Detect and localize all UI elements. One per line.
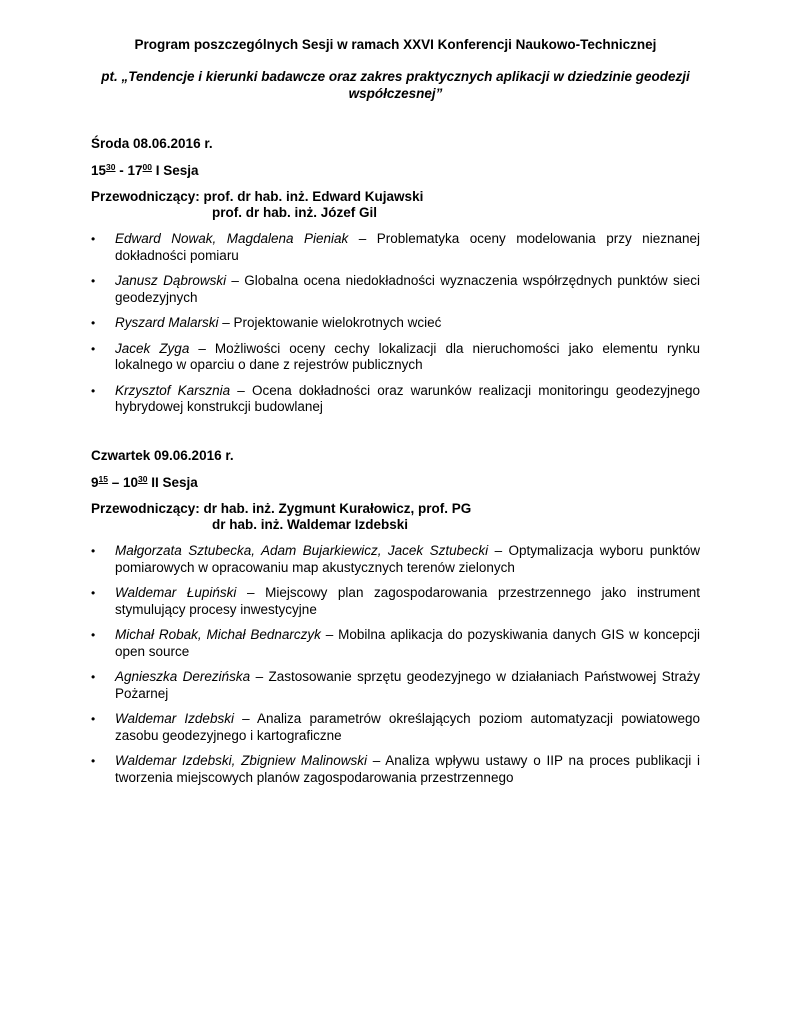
session-name: II Sesja (147, 475, 198, 490)
bullet-icon: • (91, 341, 96, 356)
chair-1: dr hab. inż. Zygmunt Kurałowicz, prof. PG (203, 501, 472, 516)
document-subtitle: pt. „Tendencje i kierunki badawcze oraz zakres praktycznych aplikacji w dziedzinie geodezji współczesnej” (101, 69, 690, 101)
day-2-session-time (91, 475, 198, 491)
talk-authors: Małgorzata Sztubecka, Adam Bujarkiewicz, Jacek Sztubecki (115, 543, 489, 558)
talk-title: – Ocena dokładności oraz warunków realizacji monitoringu geodezyjnego hybrydowej konstrukcji budowlanej (115, 382, 700, 414)
bullet-icon: • (91, 754, 96, 768)
talk-authors: Krzysztof Karsznia (115, 382, 231, 398)
session-name: I Sesja (152, 163, 199, 178)
talk-authors: Ryszard Malarski (115, 315, 219, 330)
day-1-talk-list (91, 231, 700, 425)
time-start-minute: 30 (106, 162, 116, 172)
day-1-session-time (91, 163, 199, 179)
talk-item (91, 711, 700, 744)
bullet-icon: • (91, 316, 96, 330)
time-start-minute: 15 (98, 474, 108, 484)
chairs-label: Przewodniczący: (91, 189, 204, 204)
talk-title: – Globalna ocena niedokładności wyznaczenia współrzędnych punktów sieci geodezyjnych (115, 273, 700, 305)
day-1-date: Środa 08.06.2016 r. (91, 136, 213, 151)
bullet-icon: • (91, 232, 96, 246)
bullet-icon: • (91, 544, 96, 558)
bullet-icon: • (91, 670, 96, 684)
time-end-hour: 17 (127, 163, 143, 178)
day-2-talk-list (91, 543, 700, 795)
time-start-hour: 15 (91, 163, 107, 178)
talk-title: – Możliwości oceny cechy lokalizacji dla nieruchomości jako elementu rynku lokalnego w oparciu o dane z rejestrów publicznych (115, 340, 700, 372)
bullet-icon: • (91, 712, 96, 726)
talk-title: – Problematyka oceny modelowania przy nieznanej dokładności pomiaru (115, 231, 700, 263)
bullet-icon: • (91, 383, 96, 398)
bullet-icon: • (91, 628, 96, 642)
document-title: Program poszczególnych Sesji w ramach XXVI Konferencji Naukowo-Technicznej (134, 37, 657, 52)
talk-item (91, 543, 700, 576)
day-2-chair-2: dr hab. inż. Waldemar Izdebski (212, 517, 409, 532)
time-separator: – (107, 475, 123, 490)
talk-item (91, 585, 700, 618)
talk-item (91, 315, 700, 332)
chair-1: prof. dr hab. inż. Edward Kujawski (203, 189, 424, 204)
talk-authors: Janusz Dąbrowski (115, 273, 227, 288)
day-2-date: Czwartek 09.06.2016 r. (91, 448, 234, 463)
day-1-chair-2: prof. dr hab. inż. Józef Gil (212, 205, 378, 220)
talk-title: – Mobilna aplikacja do pozyskiwania danych GIS w koncepcji open source (115, 627, 700, 659)
talk-title: – Projektowanie wielokrotnych wcieć (218, 315, 442, 330)
time-separator: - (115, 163, 128, 178)
day-2-chairs (91, 501, 471, 518)
time-end-minute: 30 (138, 474, 148, 484)
time-start-hour: 9 (91, 475, 99, 490)
talk-authors: Waldemar Łupiński (115, 585, 237, 600)
talk-authors: Agnieszka Derezińska (115, 669, 251, 684)
bullet-icon: • (91, 586, 96, 600)
bullet-icon: • (91, 274, 96, 288)
talk-title: – Miejscowy plan zagospodarowania przestrzennego jako instrument stymulujący procesy inwestycyjne (115, 585, 700, 617)
talk-authors: Edward Nowak, Magdalena Pieniak (115, 231, 349, 246)
talk-title: – Zastosowanie sprzętu geodezyjnego w działaniach Państwowej Straży Pożarnej (115, 669, 700, 701)
time-end-hour: 10 (123, 475, 139, 490)
talk-item (91, 341, 700, 374)
talk-item (91, 627, 700, 660)
talk-title: – Optymalizacja wyboru punktów pomiarowych w opracowaniu map akustycznych terenów zielonych (115, 543, 701, 575)
talk-item (91, 669, 700, 702)
chairs-label: Przewodniczący: (91, 501, 204, 516)
talk-authors: Michał Robak, Michał Bednarczyk (115, 627, 321, 642)
talk-item (91, 753, 700, 786)
time-end-minute: 00 (142, 162, 152, 172)
talk-title: – Analiza parametrów określających poziom automatyzacji powiatowego zasobu geodezyjnego i kartograficzne (115, 711, 700, 743)
talk-authors: Waldemar Izdebski, Zbigniew Malinowski (115, 753, 367, 768)
talk-authors: Jacek Zyga (115, 340, 190, 356)
talk-title: – Analiza wpływu ustawy o IIP na proces publikacji i tworzenia miejscowych planów zagospodarowania przestrzennego (115, 753, 700, 785)
talk-item (91, 273, 700, 306)
day-1-chairs (91, 189, 423, 206)
talk-item (91, 231, 700, 264)
talk-authors: Waldemar Izdebski (115, 711, 234, 726)
talk-item (91, 383, 700, 416)
